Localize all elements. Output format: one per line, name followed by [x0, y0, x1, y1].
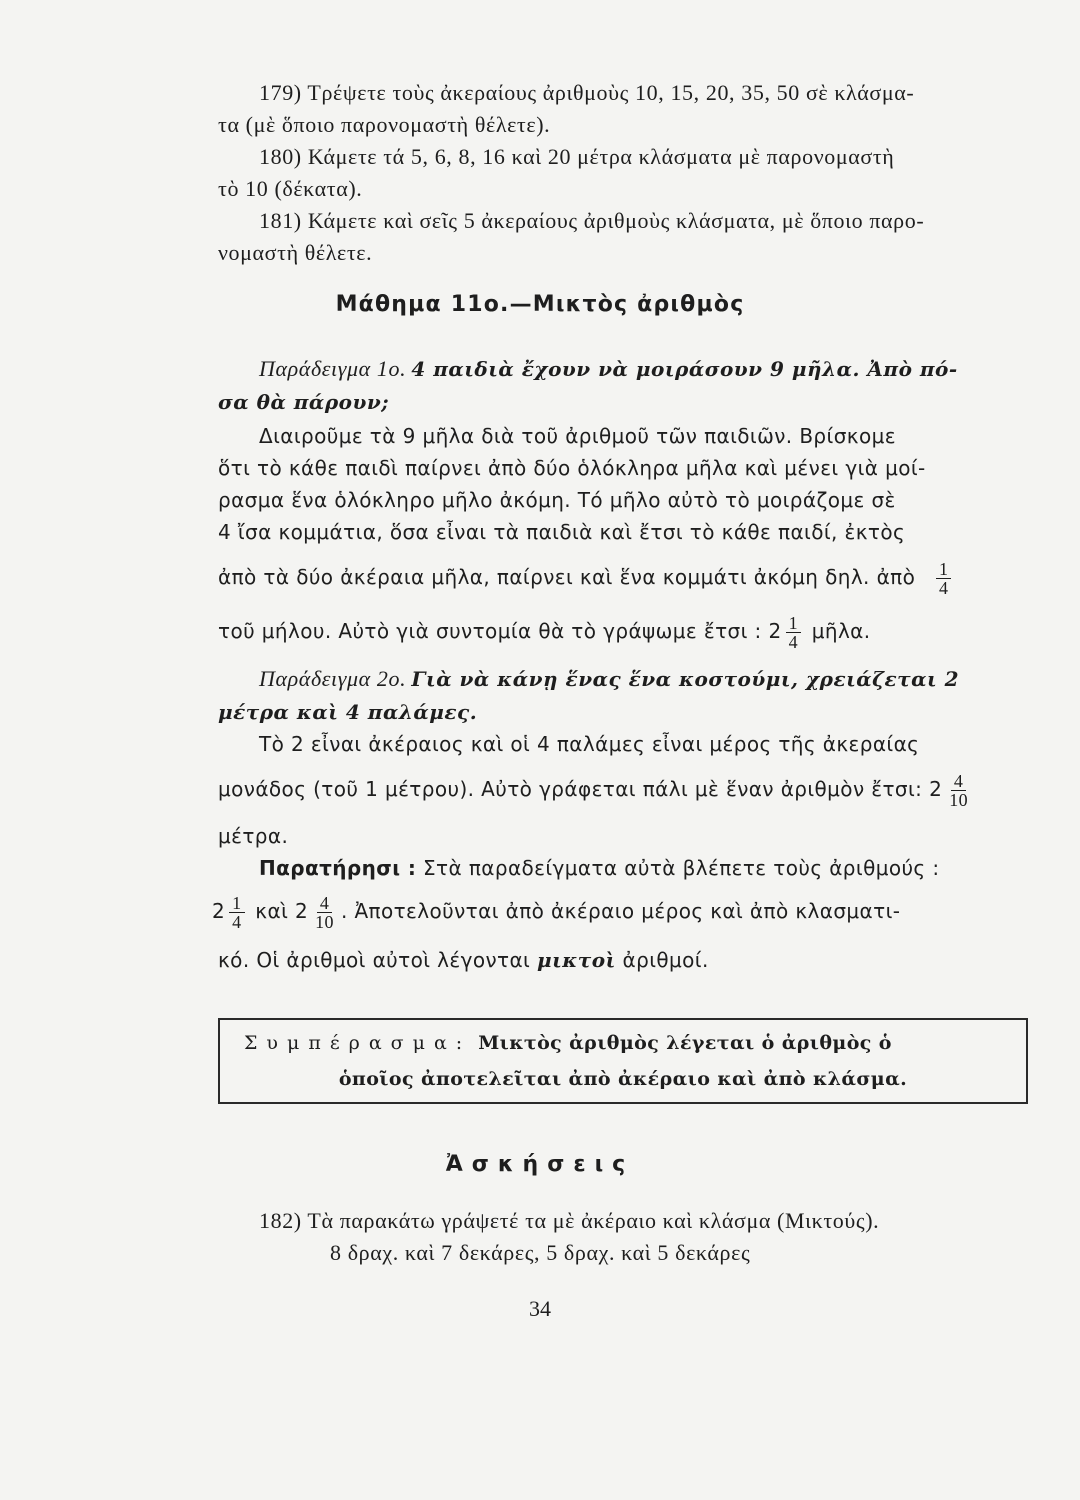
exercise-181-line2: νομαστὴ θέλετε. [218, 240, 373, 265]
example1-label: Παράδειγμα 1ο. [259, 356, 407, 381]
example1-para-line5 [218, 560, 955, 597]
example2-label: Παράδειγμα 2ο. [259, 666, 407, 691]
fraction-numerator: 1 [936, 560, 951, 579]
fraction-one-quarter [786, 614, 801, 651]
exercise-179-line2: τα (μὲ ὅποιο παρονομαστὴ θέλετε). [218, 112, 551, 137]
conclusion-box [218, 1018, 1028, 1104]
observation-line2-text: . Ἀποτελοῦνται ἀπὸ ἀκέραιο μέρος καὶ ἀπὸ κλασματι- [340, 899, 901, 923]
conclusion-line1 [244, 1032, 892, 1054]
page-number: 34 [529, 1296, 551, 1321]
fraction-four-tenths [312, 894, 337, 931]
exercise-182-line1: 182) Τὰ παρακάτω γράψετέ τα μὲ ἀκέραιο καὶ κλάσμα (Μικτούς). [259, 1208, 880, 1233]
conclusion-label: Συμπέρασμα: [244, 1032, 472, 1054]
fraction-numerator: 4 [951, 772, 966, 791]
exercise-181-line1: 181) Κάμετε καὶ σεῖς 5 ἀκεραίους ἀριθμοὺς κλάσματα, μὲ ὅποιο παρο- [259, 208, 925, 233]
example1-para-line5-text: ἀπὸ τὰ δύο ἀκέραια μῆλα, παίρνει καὶ ἕνα κομμάτι ἀκόμη δηλ. ἀπὸ [218, 565, 916, 589]
fraction-numerator: 4 [317, 894, 332, 913]
example1-para-line2: ὅτι τὸ κάθε παιδὶ παίρνει ἀπὸ δύο ὁλόκληρα μῆλα καὶ μένει γιὰ μοί- [218, 456, 926, 480]
fraction-denominator: 4 [788, 632, 798, 652]
exercise-182-line2: 8 δραχ. καὶ 7 δεκάρες, 5 δραχ. καὶ 5 δεκάρες [330, 1240, 751, 1265]
observation-line1 [259, 856, 939, 880]
exercise-180-line2: τὸ 10 (δέκατα). [218, 176, 363, 201]
mixed-numbers-term: μικτοὶ [536, 948, 616, 972]
example2-question-line1 [259, 666, 959, 692]
example1-para-line6 [218, 614, 871, 651]
exercise-180-line1: 180) Κάμετε τά 5, 6, 8, 16 καὶ 20 μέτρα κλάσματα μὲ παρονομαστὴ [259, 144, 895, 169]
conclusion-line1-text: Μικτὸς ἀριθμὸς λέγεται ὁ ἀριθμὸς ὁ [478, 1032, 892, 1054]
observation-line3-end: ἀριθμοί. [622, 948, 709, 972]
fraction-denominator: 10 [315, 912, 334, 932]
observation-and-text: καὶ 2 [255, 899, 309, 923]
example2-para-line3: μέτρα. [218, 824, 289, 848]
exercise-179-line1: 179) Τρέψετε τοὺς ἀκεραίους ἀριθμοὺς 10, 15, 20, 35, 50 σὲ κλάσμα- [259, 80, 915, 105]
fraction-one-quarter [229, 894, 244, 931]
observation-line3 [218, 948, 709, 972]
example1-para-line1: Διαιροῦμε τὰ 9 μῆλα διὰ τοῦ ἀριθμοῦ τῶν παιδιῶν. Βρίσκομε [259, 424, 896, 448]
fraction-one-quarter [936, 560, 951, 597]
example1-question-line1 [259, 356, 958, 382]
fraction-four-tenths [946, 772, 971, 809]
fraction-denominator: 4 [939, 578, 949, 598]
observation-line3-text: κό. Οἱ ἀριθμοὶ αὐτοὶ λέγονται [218, 948, 531, 972]
exercises-title: Ἀσκήσεις [445, 1152, 635, 1177]
example1-para-line3: ρασμα ἕνα ὁλόκληρο μῆλο ἀκόμη. Τό μῆλο αὐτὸ τὸ μοιράζομε σὲ [218, 488, 896, 512]
fraction-numerator: 1 [229, 894, 244, 913]
observation-label: Παρατήρησι : [259, 856, 417, 880]
example2-para-line2-text: μονάδος (τοῦ 1 μέτρου). Αὐτὸ γράφεται πάλι μὲ ἕναν ἀριθμὸν ἔτσι: 2 [218, 777, 943, 801]
conclusion-line2: ὁποῖος ἀποτελεῖται ἀπὸ ἀκέραιο καὶ ἀπὸ κλάσμα. [338, 1068, 908, 1090]
observation-line2 [212, 894, 900, 931]
example1-para-line6-text: τοῦ μήλου. Αὐτὸ γιὰ συντομία θὰ τὸ γράψωμε ἔτσι : 2 [218, 619, 782, 643]
observation-line1-text: Στὰ παραδείγματα αὐτὰ βλέπετε τοὺς ἀριθμούς : [423, 856, 940, 880]
example2-question-line2: μέτρα καὶ 4 παλάμες. [218, 700, 478, 724]
example2-para-line2 [218, 772, 975, 809]
fraction-numerator: 1 [786, 614, 801, 633]
example1-question-text: 4 παιδιὰ ἔχουν νὰ μοιράσουν 9 μῆλα. Ἀπὸ πό- [411, 357, 958, 381]
example1-question-line2: σα θὰ πάρουν; [218, 390, 390, 414]
fraction-denominator: 4 [232, 912, 242, 932]
example1-para-line4: 4 ἴσα κομμάτια, ὅσα εἶναι τὰ παιδιὰ καὶ ἔτσι τὸ κάθε παιδί, ἐκτὸς [218, 520, 906, 544]
lesson-title: Μάθημα 11ο.—Μικτὸς ἀριθμὸς [335, 292, 745, 317]
mixed-number-whole: 2 [212, 899, 226, 923]
example2-para-line1: Τὸ 2 εἶναι ἀκέραιος καὶ οἱ 4 παλάμες εἶναι μέρος τῆς ἀκεραίας [259, 732, 920, 756]
example1-para-line6-end: μῆλα. [811, 619, 871, 643]
example2-question-text: Γιὰ νὰ κάνῃ ἕνας ἕνα κοστούμι, χρειάζεται 2 [411, 667, 960, 691]
fraction-denominator: 10 [949, 790, 969, 810]
